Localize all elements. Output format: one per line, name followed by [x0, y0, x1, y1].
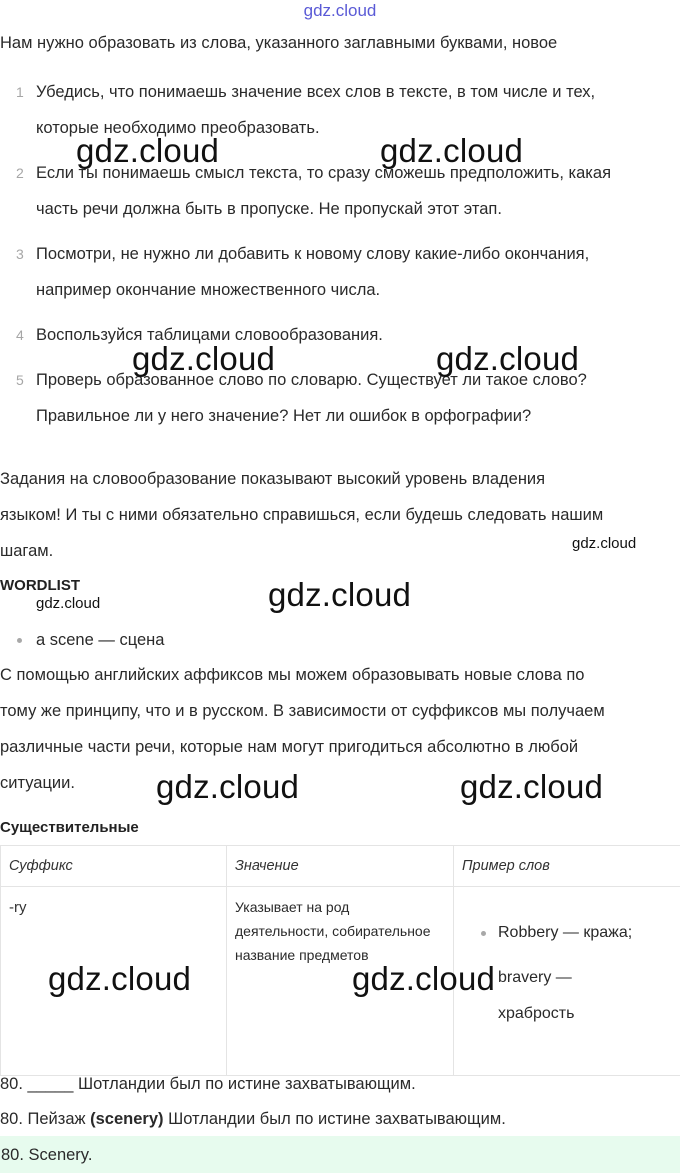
nouns-title: Существительные — [0, 819, 139, 836]
solution-prefix: 80. Пейзаж — [0, 1110, 91, 1128]
wordlist-title: WORDLIST — [0, 577, 80, 594]
step-number: 2 — [16, 165, 24, 181]
step-line: Воспользуйся таблицами словообразования. — [36, 326, 383, 344]
step-line: Правильное ли у него значение? Нет ли ошибок в орфографии? — [36, 407, 532, 425]
step-number: 5 — [16, 372, 24, 388]
bullet — [481, 931, 486, 936]
step-line: которые необходимо преобразовать. — [36, 119, 320, 137]
step-line: Если ты понимаешь смысл текста, то сразу сможешь предположить, какая — [36, 164, 612, 182]
exercise-task: 80. _____ Шотландии был по истине захватывающим. — [0, 1075, 416, 1093]
table-header-suffix: Суффикс — [1, 846, 227, 887]
para3-line: С помощью английских аффиксов мы можем образовывать новые слова по — [0, 666, 585, 684]
watermark: gdz.cloud — [460, 768, 604, 805]
step-number: 4 — [16, 327, 24, 343]
cell-suffix: -ry — [1, 887, 227, 1076]
watermark: gdz.cloud — [268, 576, 412, 613]
watermark: gdz.cloud — [572, 535, 637, 552]
para2-line: Задания на словообразование показывают высокий уровень владения — [0, 470, 546, 488]
watermark: gdz.cloud — [132, 340, 276, 377]
step-line: часть речи должна быть в пропуске. Не пропускай этот этап. — [36, 200, 502, 218]
solution-suffix: Шотландии был по истине захватывающим. — [163, 1110, 506, 1128]
watermark: gdz.cloud — [380, 132, 524, 169]
step-line: Проверь образованное слово по словарю. Существует ли такое слово? — [36, 371, 587, 389]
cell-meaning: Указывает на род деятельности, собирательное название предметов — [227, 887, 454, 1076]
example-line: bravery — — [498, 969, 572, 986]
watermark: gdz.cloud — [436, 340, 580, 377]
table-header-examples: Пример слов — [454, 846, 680, 887]
watermark: gdz.cloud — [48, 960, 192, 997]
step-number: 3 — [16, 246, 24, 262]
bullet — [17, 638, 22, 643]
watermark: gdz.cloud — [76, 132, 220, 169]
wordlist-item: a scene — сцена — [36, 631, 165, 649]
exercise-solution — [0, 1101, 676, 1137]
para2-line: языком! И ты с ними обязательно справишься, если будешь следовать нашим — [0, 506, 604, 524]
intro-text: Нам нужно образовать из слова, указанного заглавными буквами, новое — [0, 34, 558, 52]
step-line: Убедись, что понимаешь значение всех слов в тексте, в том числе и тех, — [36, 83, 596, 101]
step-line: например окончание множественного числа. — [36, 281, 381, 299]
watermark: gdz.cloud — [352, 960, 496, 997]
step-number: 1 — [16, 84, 24, 100]
watermark: gdz.cloud — [156, 768, 300, 805]
para2-line: шагам. — [0, 542, 54, 560]
step-line: Посмотри, не нужно ли добавить к новому слову какие-либо окончания, — [36, 245, 590, 263]
solution-keyword: (scenery) — [90, 1110, 164, 1128]
example-line: храбрость — [498, 1005, 575, 1022]
exercise-answer: 80. Scenery. — [1, 1146, 93, 1164]
para3-line: ситуации. — [0, 774, 75, 792]
para3-line: тому же принципу, что и в русском. В зависимости от суффиксов мы получаем — [0, 702, 605, 720]
para3-line: различные части речи, которые нам могут пригодиться абсолютно в любой — [0, 738, 579, 756]
table-header-meaning: Значение — [227, 846, 454, 887]
example-line: Robbery — кража; — [498, 924, 633, 941]
watermark-top: gdz.cloud — [303, 1, 377, 20]
watermark: gdz.cloud — [36, 595, 101, 612]
table-header-row — [1, 846, 680, 887]
